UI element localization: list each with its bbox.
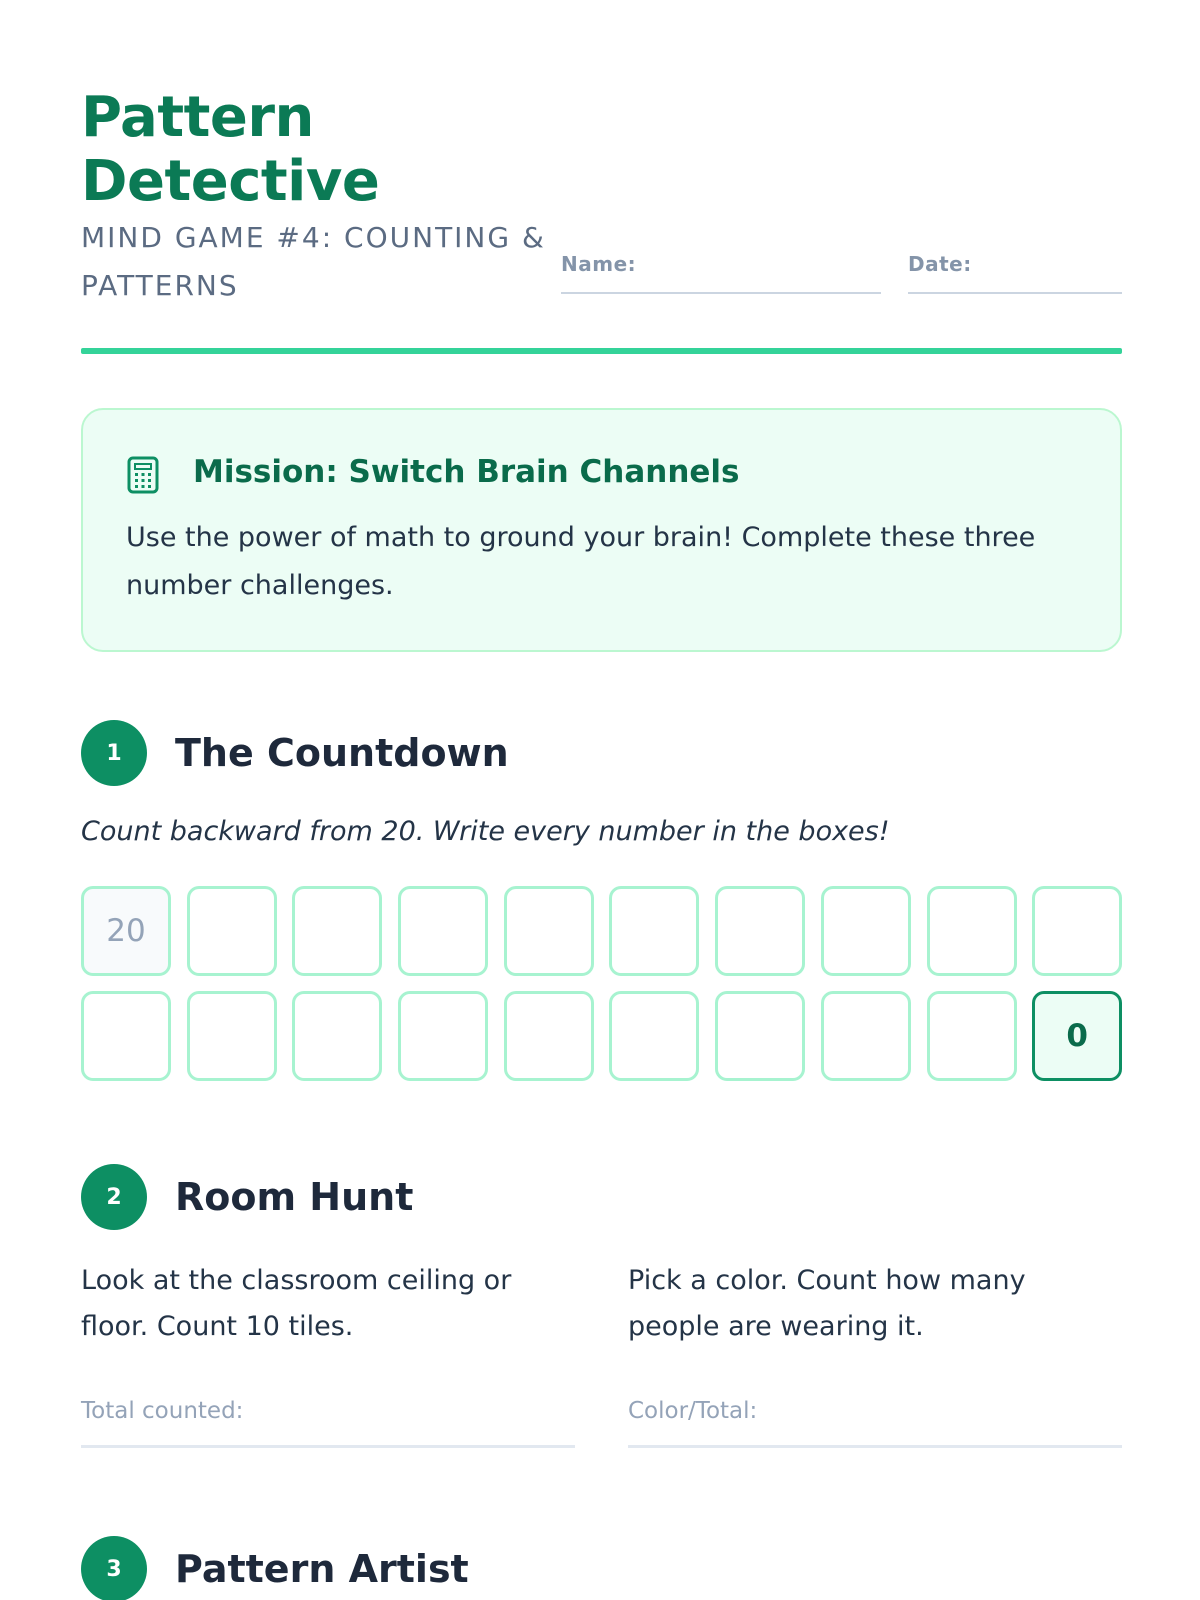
countdown-box[interactable] [821, 991, 911, 1081]
mission-text: Use the power of math to ground your brain! Complete these three number challenges. [126, 522, 1036, 601]
countdown-box[interactable] [927, 991, 1017, 1081]
countdown-grid [81, 886, 1122, 1081]
total-counted-label: Total counted: [81, 1398, 244, 1424]
total-counted-field[interactable] [81, 1398, 575, 1448]
section-title: The Countdown [175, 731, 509, 775]
date-label: Date: [908, 252, 972, 276]
countdown-box[interactable] [715, 991, 805, 1081]
countdown-box[interactable] [187, 991, 277, 1081]
countdown-box[interactable] [927, 886, 1017, 976]
room-hunt-left-text: Look at the classroom ceiling or floor. Count 10 tiles. [81, 1265, 512, 1342]
room-hunt-right [628, 1258, 1122, 1424]
countdown-box[interactable] [187, 886, 277, 976]
countdown-box[interactable] [81, 991, 171, 1081]
section-number-badge: 1 [81, 720, 147, 786]
countdown-instruction: Count backward from 20. Write every number in the boxes! [81, 816, 890, 847]
countdown-box-start[interactable]: 20 [81, 886, 171, 976]
color-total-field[interactable] [628, 1398, 1122, 1448]
header-divider [81, 348, 1122, 354]
section-room-hunt [81, 1164, 413, 1230]
countdown-box[interactable] [609, 991, 699, 1081]
color-total-label: Color/Total: [628, 1398, 758, 1424]
section-pattern-artist [81, 1536, 469, 1600]
room-hunt-right-text: Pick a color. Count how many people are wearing it. [628, 1265, 1026, 1342]
countdown-box[interactable] [398, 886, 488, 976]
countdown-box-end[interactable]: 0 [1032, 991, 1122, 1081]
name-field[interactable] [561, 252, 881, 294]
section-number-badge: 3 [81, 1536, 147, 1600]
countdown-box[interactable] [398, 991, 488, 1081]
section-countdown [81, 720, 509, 786]
title-line-1: Pattern [81, 85, 314, 150]
countdown-box[interactable] [609, 886, 699, 976]
calculator-icon [127, 456, 159, 494]
date-field[interactable] [908, 252, 1122, 294]
section-title: Room Hunt [175, 1175, 414, 1219]
mission-box [81, 408, 1122, 652]
room-hunt-left [81, 1258, 575, 1424]
countdown-box[interactable] [292, 886, 382, 976]
name-label: Name: [561, 252, 637, 276]
title-line-2: Detective [81, 149, 380, 214]
countdown-box[interactable] [715, 886, 805, 976]
worksheet-subtitle: MIND GAME #4: COUNTING & PATTERNS [81, 221, 546, 302]
countdown-box[interactable] [1032, 886, 1122, 976]
countdown-box[interactable] [292, 991, 382, 1081]
countdown-box[interactable] [504, 886, 594, 976]
worksheet-title [81, 86, 551, 214]
countdown-box[interactable] [504, 991, 594, 1081]
countdown-box[interactable] [821, 886, 911, 976]
mission-title: Mission: Switch Brain Channels [193, 454, 740, 490]
section-title: Pattern Artist [175, 1547, 469, 1591]
section-number-badge: 2 [81, 1164, 147, 1230]
